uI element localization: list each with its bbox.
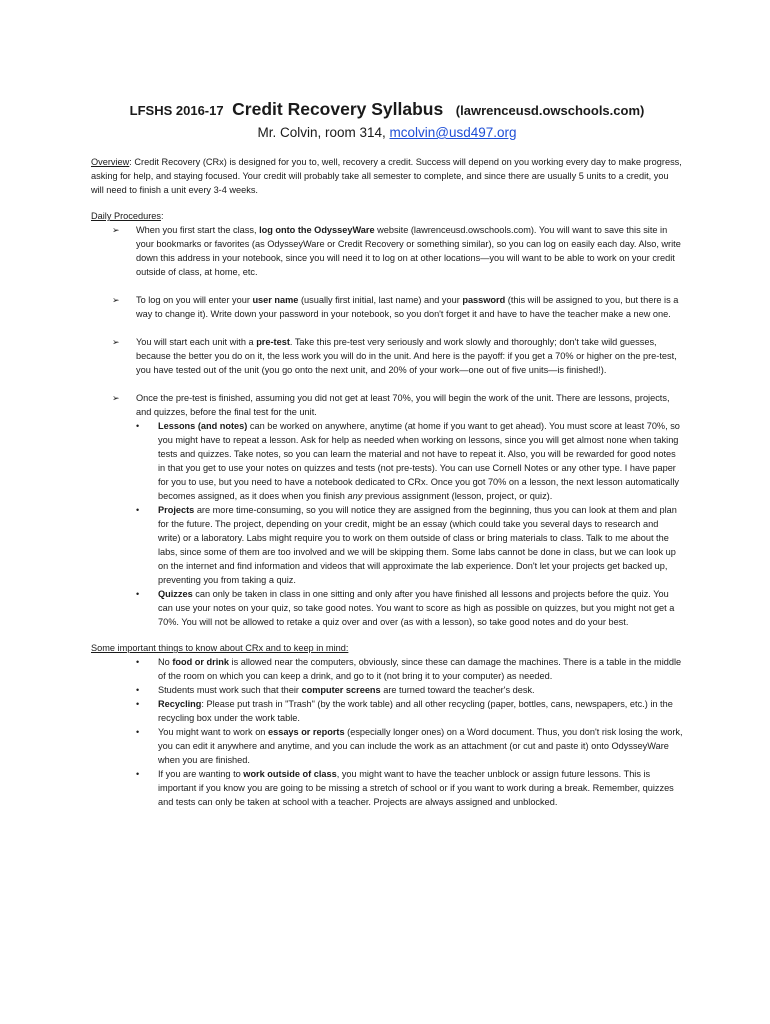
item-text: To log on you will enter your <box>136 295 253 305</box>
bullet-icon: • <box>136 589 140 599</box>
school-year: LFSHS 2016-17 <box>129 103 224 118</box>
syllabus-page <box>91 96 683 809</box>
important-section <box>91 641 683 809</box>
list-item <box>91 391 683 629</box>
list-item <box>91 683 683 697</box>
item-bold: pre-test <box>256 337 290 347</box>
item-text: are more time-consuming, so you will notice they are assigned from the beginning, thus you can look at them and plan for the future. The project, depending on your credit, might be an essay (which could take you several days to research and write) or a laboratory. Labs might require you to work on them outside of class or bring materials to class. Talk to me about the labs, since some of them are too involved and we will be skipping them. Some labs cannot be done in class, but we can look up on the internet and find information and videos that will approximate the lab experience. Don't let your projects get backed up, preventing you from taking a quiz. <box>158 505 677 585</box>
item-text: If you are wanting to <box>158 769 244 779</box>
item-bold: log onto the OdysseyWare <box>259 225 375 235</box>
item-italic: any <box>347 491 363 501</box>
page-title: Credit Recovery Syllabus <box>232 99 444 119</box>
item-text: : Please put trash in "Trash" (by the work table) and all other recycling (paper, bottles, cans, newspapers, etc.) in the recycling box under the work table. <box>158 699 673 723</box>
website-label: (lawrenceusd.owschools.com) <box>455 103 645 118</box>
bullet-icon: • <box>136 657 140 667</box>
overview-heading: Overview <box>91 157 130 167</box>
list-item <box>91 223 683 279</box>
item-bold: essays or reports <box>267 727 345 737</box>
bullet-icon: • <box>136 769 140 779</box>
contact-line <box>91 123 683 143</box>
daily-procedures-heading-line <box>91 209 683 223</box>
important-heading: Some important things to know about CRx and to keep in mind: <box>91 643 349 653</box>
procedures-list <box>91 223 683 629</box>
arrow-bullet-icon: ➢ <box>112 337 120 347</box>
daily-procedures-section <box>91 209 683 629</box>
item-bold: computer screens <box>301 685 381 695</box>
bullet-icon: • <box>136 727 140 737</box>
item-text: You will start each unit with a <box>136 337 257 347</box>
bullet-icon: • <box>136 421 140 431</box>
teacher-room: Mr. Colvin, room 314, <box>257 125 390 140</box>
sub-list-item <box>136 587 683 629</box>
item-text: (usually first initial, last name) and your <box>298 295 463 305</box>
heading-colon: : <box>160 211 164 221</box>
item-text: previous assignment (lesson, project, or quiz). <box>362 491 553 501</box>
item-bold: Recycling <box>158 699 202 709</box>
item-text: . Take this pre-test very seriously and work slowly and thoroughly; don't take wild guesses, because the better you do on it, the less work you will do in the unit. And here is the payoff: if you get a 70% or higher on the pre-test, you have tested out of the unit (you go onto the next unit, and 20% of your work—one out of five units—is finished!). <box>136 337 677 375</box>
bullet-icon: • <box>136 699 140 709</box>
title-line <box>91 96 683 122</box>
item-bold: Lessons (and notes) <box>158 421 248 431</box>
item-bold: work outside of class <box>243 769 337 779</box>
list-item <box>91 335 683 377</box>
arrow-bullet-icon: ➢ <box>112 295 120 305</box>
bullet-icon: • <box>136 685 140 695</box>
item-text: is allowed near the computers, obviously, since these can damage the machines. There is a table in the middle of the room on which you can keep a drink, and go to it (not bring it to your computer) as needed. <box>158 657 682 681</box>
item-text: can be worked on anywhere, anytime (at home if you want to get ahead). You must score at least 70%, so you might have to repeat a lesson. Ask for help as needed when working on lessons, since you will get almost none when taking tests and quizzes. Take notes, so you can learn the material and not have to repeat it. Also, you will be rewarded for good notes in that you get to use your notes on quizzes and tests (not pre-tests). You can use Cornell Notes or any other type. I have paper for you to use, but you need to have a notebook dedicated to CRx. Once you got 70% on a lesson, the next lesson automatically becomes assigned, as it does when you finish <box>158 421 680 501</box>
overview-text: : Credit Recovery (CRx) is designed for you to, well, recovery a credit. Success will depend on you working every day to make progress, asking for help, and staying focused. Your credit will probably take all semester to complete, and since there are usually 5 units to a credit, you will need to finish a unit every 3-4 weeks. <box>91 157 682 195</box>
item-text: Students must work such that their <box>158 685 302 695</box>
important-list <box>91 655 683 809</box>
item-text: (especially longer ones) on a Word document. Thus, you don't risk losing the work, you can edit it anywhere and anytime, and you can include the work as an attachment (or cut and paste it) onto OdysseyWare when you are finished. <box>158 727 683 765</box>
item-text: are turned toward the teacher's desk. <box>380 685 535 695</box>
list-item <box>91 767 683 809</box>
item-text: can only be taken in class in one sitting and only after you have finished all lessons and projects before the quiz. You can use your notes on your quiz, so take good notes. You want to score as high as possible on quizzes, but you might not get a 70%. You will not be allowed to retake a quiz over and over (as with a lesson), so take good notes and do your best. <box>158 589 675 627</box>
item-bold: food or drink <box>172 657 229 667</box>
arrow-bullet-icon: ➢ <box>112 393 120 403</box>
item-bold: password <box>462 295 506 305</box>
sub-list-item <box>136 503 683 587</box>
list-item <box>91 655 683 683</box>
item-text: website (lawrenceusd.owschools.com). You will want to save this site in your bookmarks or favorites (as OdysseyWare or Credit Recovery or something similar), so you can log on easily each day. Also, write down this address in your notebook, since you will need it to log on at other locations—you will want to be able to work on your credit outside of class, at home, etc. <box>136 225 681 277</box>
item-text: , you might want to have the teacher unblock or assign future lessons. This is important if you know you are going to be missing a stretch of school or if you want to work during a break. Remember, quizzes and tests can only be taken at school with a teacher. Projects are always assigned and unblocked. <box>158 769 674 807</box>
item-text: You might want to work on <box>158 727 268 737</box>
item-bold: user name <box>252 295 299 305</box>
list-item <box>91 697 683 725</box>
overview-paragraph <box>91 155 683 197</box>
daily-procedures-heading: Daily Procedures <box>91 211 161 221</box>
item-bold: Quizzes <box>158 589 193 599</box>
item-text: Once the pre-test is finished, assuming you did not get at least 70%, you will begin the work of the unit. There are lessons, projects, and quizzes, before the final test for the unit. <box>136 393 670 417</box>
email-link[interactable]: mcolvin@usd497.org <box>389 125 517 140</box>
item-text: When you first start the class, <box>136 225 260 235</box>
item-bold: Projects <box>158 505 195 515</box>
item-text: No <box>158 657 173 667</box>
item-text: (this will be assigned to you, but there is a way to change it). Write down your password in your notebook, so you don't forget it and have to have the teacher make a new one. <box>136 295 679 319</box>
sub-list-item <box>136 419 683 503</box>
list-item <box>91 725 683 767</box>
bullet-icon: • <box>136 505 140 515</box>
list-item <box>91 293 683 321</box>
overview-section <box>91 155 683 197</box>
arrow-bullet-icon: ➢ <box>112 225 120 235</box>
unit-work-list <box>136 419 683 629</box>
